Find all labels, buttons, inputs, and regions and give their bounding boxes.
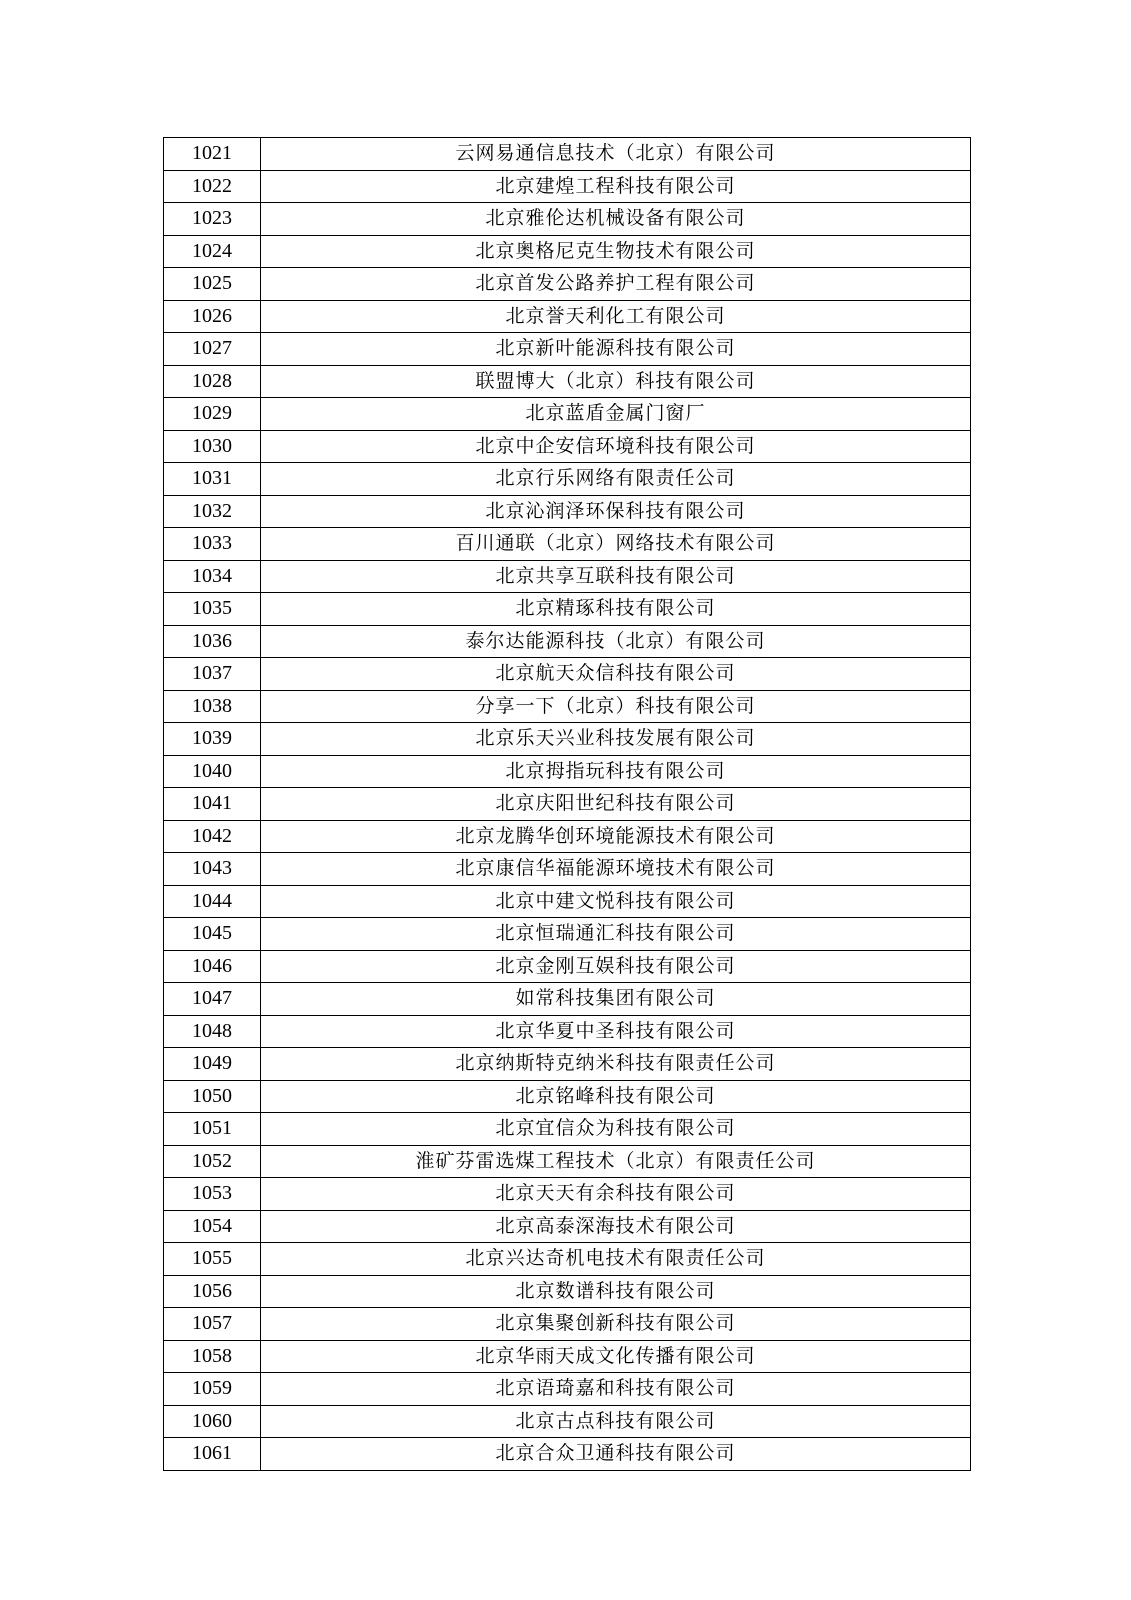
company-name-cell: 北京中建文悦科技有限公司 xyxy=(261,885,971,918)
table-row xyxy=(164,1113,971,1146)
row-number-cell: 1035 xyxy=(164,593,261,626)
company-name-cell: 联盟博大（北京）科技有限公司 xyxy=(261,365,971,398)
company-name-cell: 北京高泰深海技术有限公司 xyxy=(261,1210,971,1243)
table-row xyxy=(164,983,971,1016)
company-name-cell: 北京兴达奇机电技术有限责任公司 xyxy=(261,1243,971,1276)
row-number-cell: 1030 xyxy=(164,430,261,463)
row-number-cell: 1057 xyxy=(164,1308,261,1341)
company-name-cell: 北京天天有余科技有限公司 xyxy=(261,1178,971,1211)
row-number-cell: 1054 xyxy=(164,1210,261,1243)
company-name-cell: 北京乐天兴业科技发展有限公司 xyxy=(261,723,971,756)
company-name-cell: 北京沁润泽环保科技有限公司 xyxy=(261,495,971,528)
row-number-cell: 1043 xyxy=(164,853,261,886)
table-row xyxy=(164,1340,971,1373)
table-row xyxy=(164,268,971,301)
table-row xyxy=(164,560,971,593)
company-name-cell: 北京行乐网络有限责任公司 xyxy=(261,463,971,496)
row-number-cell: 1029 xyxy=(164,398,261,431)
company-name-cell: 分享一下（北京）科技有限公司 xyxy=(261,690,971,723)
row-number-cell: 1031 xyxy=(164,463,261,496)
table-row xyxy=(164,1308,971,1341)
table-row xyxy=(164,235,971,268)
table-row xyxy=(164,138,971,171)
row-number-cell: 1058 xyxy=(164,1340,261,1373)
company-name-cell: 北京恒瑞通汇科技有限公司 xyxy=(261,918,971,951)
row-number-cell: 1021 xyxy=(164,138,261,171)
company-name-cell: 北京合众卫通科技有限公司 xyxy=(261,1438,971,1471)
company-name-cell: 北京华雨天成文化传播有限公司 xyxy=(261,1340,971,1373)
table-row xyxy=(164,1210,971,1243)
row-number-cell: 1044 xyxy=(164,885,261,918)
table-row xyxy=(164,1080,971,1113)
row-number-cell: 1038 xyxy=(164,690,261,723)
row-number-cell: 1050 xyxy=(164,1080,261,1113)
table-row xyxy=(164,1243,971,1276)
table-row xyxy=(164,658,971,691)
table-row xyxy=(164,463,971,496)
table-row xyxy=(164,365,971,398)
company-name-cell: 北京康信华福能源环境技术有限公司 xyxy=(261,853,971,886)
table-row xyxy=(164,1015,971,1048)
table-row xyxy=(164,1438,971,1471)
table-row xyxy=(164,1405,971,1438)
row-number-cell: 1045 xyxy=(164,918,261,951)
table-row xyxy=(164,398,971,431)
row-number-cell: 1060 xyxy=(164,1405,261,1438)
table-row xyxy=(164,203,971,236)
company-name-cell: 北京龙腾华创环境能源技术有限公司 xyxy=(261,820,971,853)
company-name-cell: 北京数谱科技有限公司 xyxy=(261,1275,971,1308)
table-row xyxy=(164,1145,971,1178)
row-number-cell: 1059 xyxy=(164,1373,261,1406)
company-name-cell: 北京宜信众为科技有限公司 xyxy=(261,1113,971,1146)
company-name-cell: 北京蓝盾金属门窗厂 xyxy=(261,398,971,431)
table-row xyxy=(164,170,971,203)
company-name-cell: 北京首发公路养护工程有限公司 xyxy=(261,268,971,301)
row-number-cell: 1024 xyxy=(164,235,261,268)
table-row xyxy=(164,333,971,366)
company-name-cell: 北京铭峰科技有限公司 xyxy=(261,1080,971,1113)
table-row xyxy=(164,430,971,463)
row-number-cell: 1047 xyxy=(164,983,261,1016)
row-number-cell: 1046 xyxy=(164,950,261,983)
row-number-cell: 1033 xyxy=(164,528,261,561)
company-name-cell: 北京庆阳世纪科技有限公司 xyxy=(261,788,971,821)
company-name-cell: 北京集聚创新科技有限公司 xyxy=(261,1308,971,1341)
company-name-cell: 如常科技集团有限公司 xyxy=(261,983,971,1016)
row-number-cell: 1026 xyxy=(164,300,261,333)
table-row xyxy=(164,853,971,886)
table-row xyxy=(164,820,971,853)
company-name-cell: 北京航天众信科技有限公司 xyxy=(261,658,971,691)
table-row xyxy=(164,788,971,821)
table-row xyxy=(164,495,971,528)
row-number-cell: 1041 xyxy=(164,788,261,821)
row-number-cell: 1051 xyxy=(164,1113,261,1146)
company-name-cell: 北京雅伦达机械设备有限公司 xyxy=(261,203,971,236)
company-name-cell: 北京新叶能源科技有限公司 xyxy=(261,333,971,366)
row-number-cell: 1055 xyxy=(164,1243,261,1276)
table-row xyxy=(164,723,971,756)
row-number-cell: 1061 xyxy=(164,1438,261,1471)
row-number-cell: 1049 xyxy=(164,1048,261,1081)
row-number-cell: 1039 xyxy=(164,723,261,756)
table-row xyxy=(164,1178,971,1211)
company-name-cell: 北京誉天利化工有限公司 xyxy=(261,300,971,333)
company-name-cell: 北京纳斯特克纳米科技有限责任公司 xyxy=(261,1048,971,1081)
table-row xyxy=(164,1275,971,1308)
company-list-body xyxy=(164,138,971,1471)
table-row xyxy=(164,1048,971,1081)
row-number-cell: 1034 xyxy=(164,560,261,593)
row-number-cell: 1036 xyxy=(164,625,261,658)
company-name-cell: 北京拇指玩科技有限公司 xyxy=(261,755,971,788)
company-list-table xyxy=(163,137,971,1471)
company-name-cell: 淮矿芬雷选煤工程技术（北京）有限责任公司 xyxy=(261,1145,971,1178)
company-name-cell: 北京共享互联科技有限公司 xyxy=(261,560,971,593)
row-number-cell: 1025 xyxy=(164,268,261,301)
table-row xyxy=(164,1373,971,1406)
row-number-cell: 1056 xyxy=(164,1275,261,1308)
table-row xyxy=(164,625,971,658)
company-name-cell: 北京奥格尼克生物技术有限公司 xyxy=(261,235,971,268)
row-number-cell: 1027 xyxy=(164,333,261,366)
row-number-cell: 1052 xyxy=(164,1145,261,1178)
company-name-cell: 云网易通信息技术（北京）有限公司 xyxy=(261,138,971,171)
company-name-cell: 北京华夏中圣科技有限公司 xyxy=(261,1015,971,1048)
company-name-cell: 北京精琢科技有限公司 xyxy=(261,593,971,626)
row-number-cell: 1042 xyxy=(164,820,261,853)
table-row xyxy=(164,593,971,626)
table-row xyxy=(164,918,971,951)
company-name-cell: 北京语琦嘉和科技有限公司 xyxy=(261,1373,971,1406)
company-name-cell: 北京中企安信环境科技有限公司 xyxy=(261,430,971,463)
company-name-cell: 百川通联（北京）网络技术有限公司 xyxy=(261,528,971,561)
table-row xyxy=(164,690,971,723)
company-name-cell: 北京建煌工程科技有限公司 xyxy=(261,170,971,203)
row-number-cell: 1032 xyxy=(164,495,261,528)
row-number-cell: 1037 xyxy=(164,658,261,691)
table-row xyxy=(164,528,971,561)
company-name-cell: 北京古点科技有限公司 xyxy=(261,1405,971,1438)
table-row xyxy=(164,300,971,333)
company-name-cell: 北京金刚互娱科技有限公司 xyxy=(261,950,971,983)
row-number-cell: 1023 xyxy=(164,203,261,236)
row-number-cell: 1040 xyxy=(164,755,261,788)
table-row xyxy=(164,950,971,983)
row-number-cell: 1053 xyxy=(164,1178,261,1211)
row-number-cell: 1048 xyxy=(164,1015,261,1048)
table-row xyxy=(164,885,971,918)
row-number-cell: 1022 xyxy=(164,170,261,203)
company-name-cell: 泰尔达能源科技（北京）有限公司 xyxy=(261,625,971,658)
table-row xyxy=(164,755,971,788)
row-number-cell: 1028 xyxy=(164,365,261,398)
